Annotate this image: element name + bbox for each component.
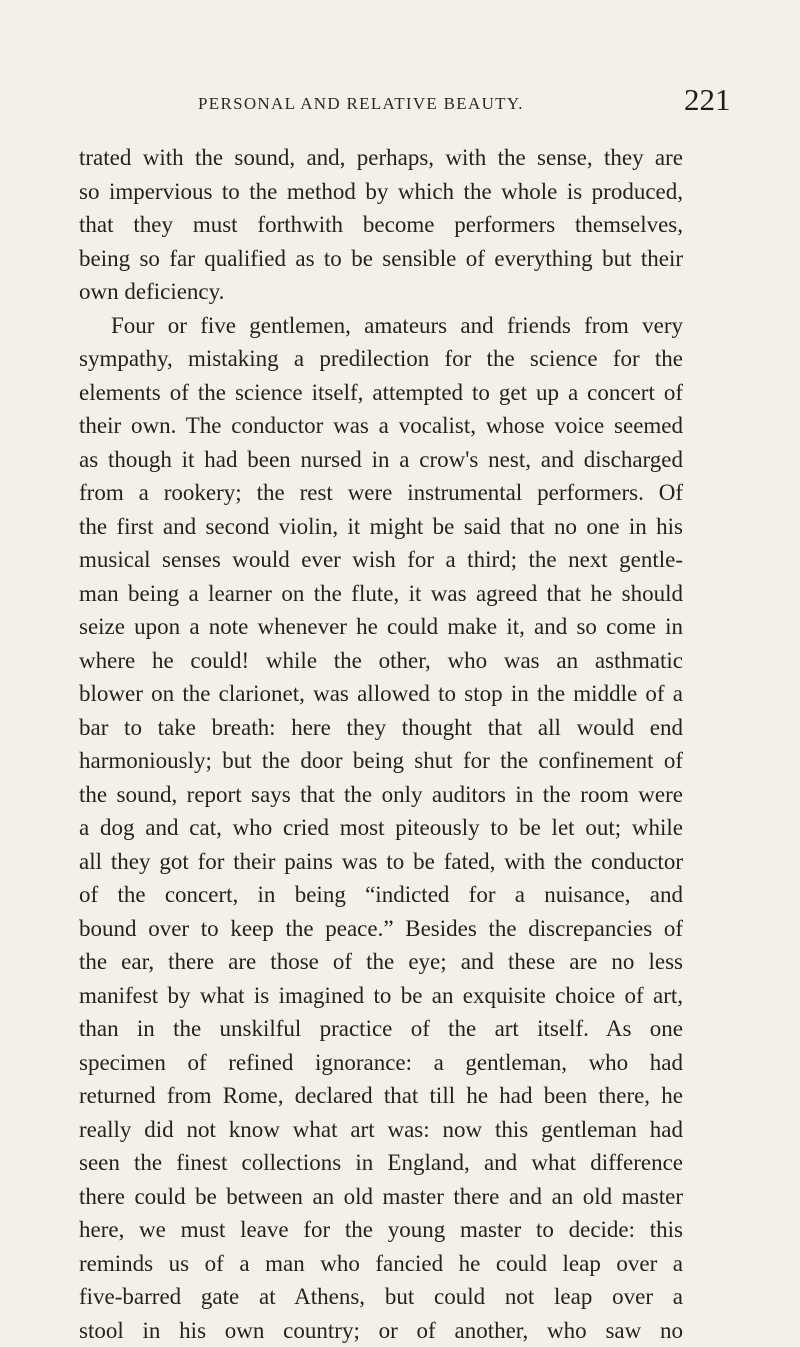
text-line: five-barred gate at Athens, but could not leap over a xyxy=(79,1280,683,1314)
text-line: returned from Rome, declared that till he had been there, he xyxy=(79,1079,683,1113)
text-line: their own. The conductor was a vocalist, whose voice seemed xyxy=(79,409,683,443)
running-head xyxy=(0,82,800,122)
text-line: of the concert, in being “indicted for a nuisance, and xyxy=(79,878,683,912)
text-line: a dog and cat, who cried most piteously to be let out; while xyxy=(79,811,683,845)
text-line: blower on the clarionet, was allowed to stop in the middle of a xyxy=(79,677,683,711)
text-line: there could be between an old master there and an old master xyxy=(79,1180,683,1214)
text-line: manifest by what is imagined to be an exquisite choice of art, xyxy=(79,979,683,1013)
text-line: bound over to keep the peace.” Besides the discrepancies of xyxy=(79,912,683,946)
text-line: elements of the science itself, attempted to get up a concert of xyxy=(79,376,683,410)
page-number: 221 xyxy=(684,82,731,118)
paragraph-start-line: Four or five gentlemen, amateurs and friends from very xyxy=(79,309,683,343)
text-line: all they got for their pains was to be fated, with the conductor xyxy=(79,845,683,879)
text-line: that they must forthwith become performers themselves, xyxy=(79,208,683,242)
body-text xyxy=(79,141,683,1347)
text-line: really did not know what art was: now this gentleman had xyxy=(79,1113,683,1147)
text-line: the ear, there are those of the eye; and these are no less xyxy=(79,945,683,979)
text-line: reminds us of a man who fancied he could leap over a xyxy=(79,1247,683,1281)
text-line: bar to take breath: here they thought that all would end xyxy=(79,711,683,745)
running-title: PERSONAL AND RELATIVE BEAUTY. xyxy=(198,94,524,114)
text-line: the sound, report says that the only auditors in the room were xyxy=(79,778,683,812)
text-line: the first and second violin, it might be said that no one in his xyxy=(79,510,683,544)
text-line: specimen of refined ignorance: a gentleman, who had xyxy=(79,1046,683,1080)
text-line: seen the finest collections in England, and what difference xyxy=(79,1146,683,1180)
text-line: here, we must leave for the young master to decide: this xyxy=(79,1213,683,1247)
text-line: own deficiency. xyxy=(79,275,683,309)
text-line: man being a learner on the flute, it was agreed that he should xyxy=(79,577,683,611)
text-line: seize upon a note whenever he could make it, and so come in xyxy=(79,610,683,644)
text-line: where he could! while the other, who was an asthmatic xyxy=(79,644,683,678)
text-line: than in the unskilful practice of the art itself. As one xyxy=(79,1012,683,1046)
text-line: from a rookery; the rest were instrumental performers. Of xyxy=(79,476,683,510)
text-line: sympathy, mistaking a predilection for the science for the xyxy=(79,342,683,376)
text-line: so impervious to the method by which the whole is produced, xyxy=(79,175,683,209)
text-line: being so far qualified as to be sensible of everything but their xyxy=(79,242,683,276)
text-line: harmoniously; but the door being shut for the confinement of xyxy=(79,744,683,778)
text-line: stool in his own country; or of another, who saw no xyxy=(79,1314,683,1347)
text-line: trated with the sound, and, perhaps, with the sense, they are xyxy=(79,141,683,175)
text-line: musical senses would ever wish for a third; the next gentle- xyxy=(79,543,683,577)
text-line: as though it had been nursed in a crow's nest, and discharged xyxy=(79,443,683,477)
